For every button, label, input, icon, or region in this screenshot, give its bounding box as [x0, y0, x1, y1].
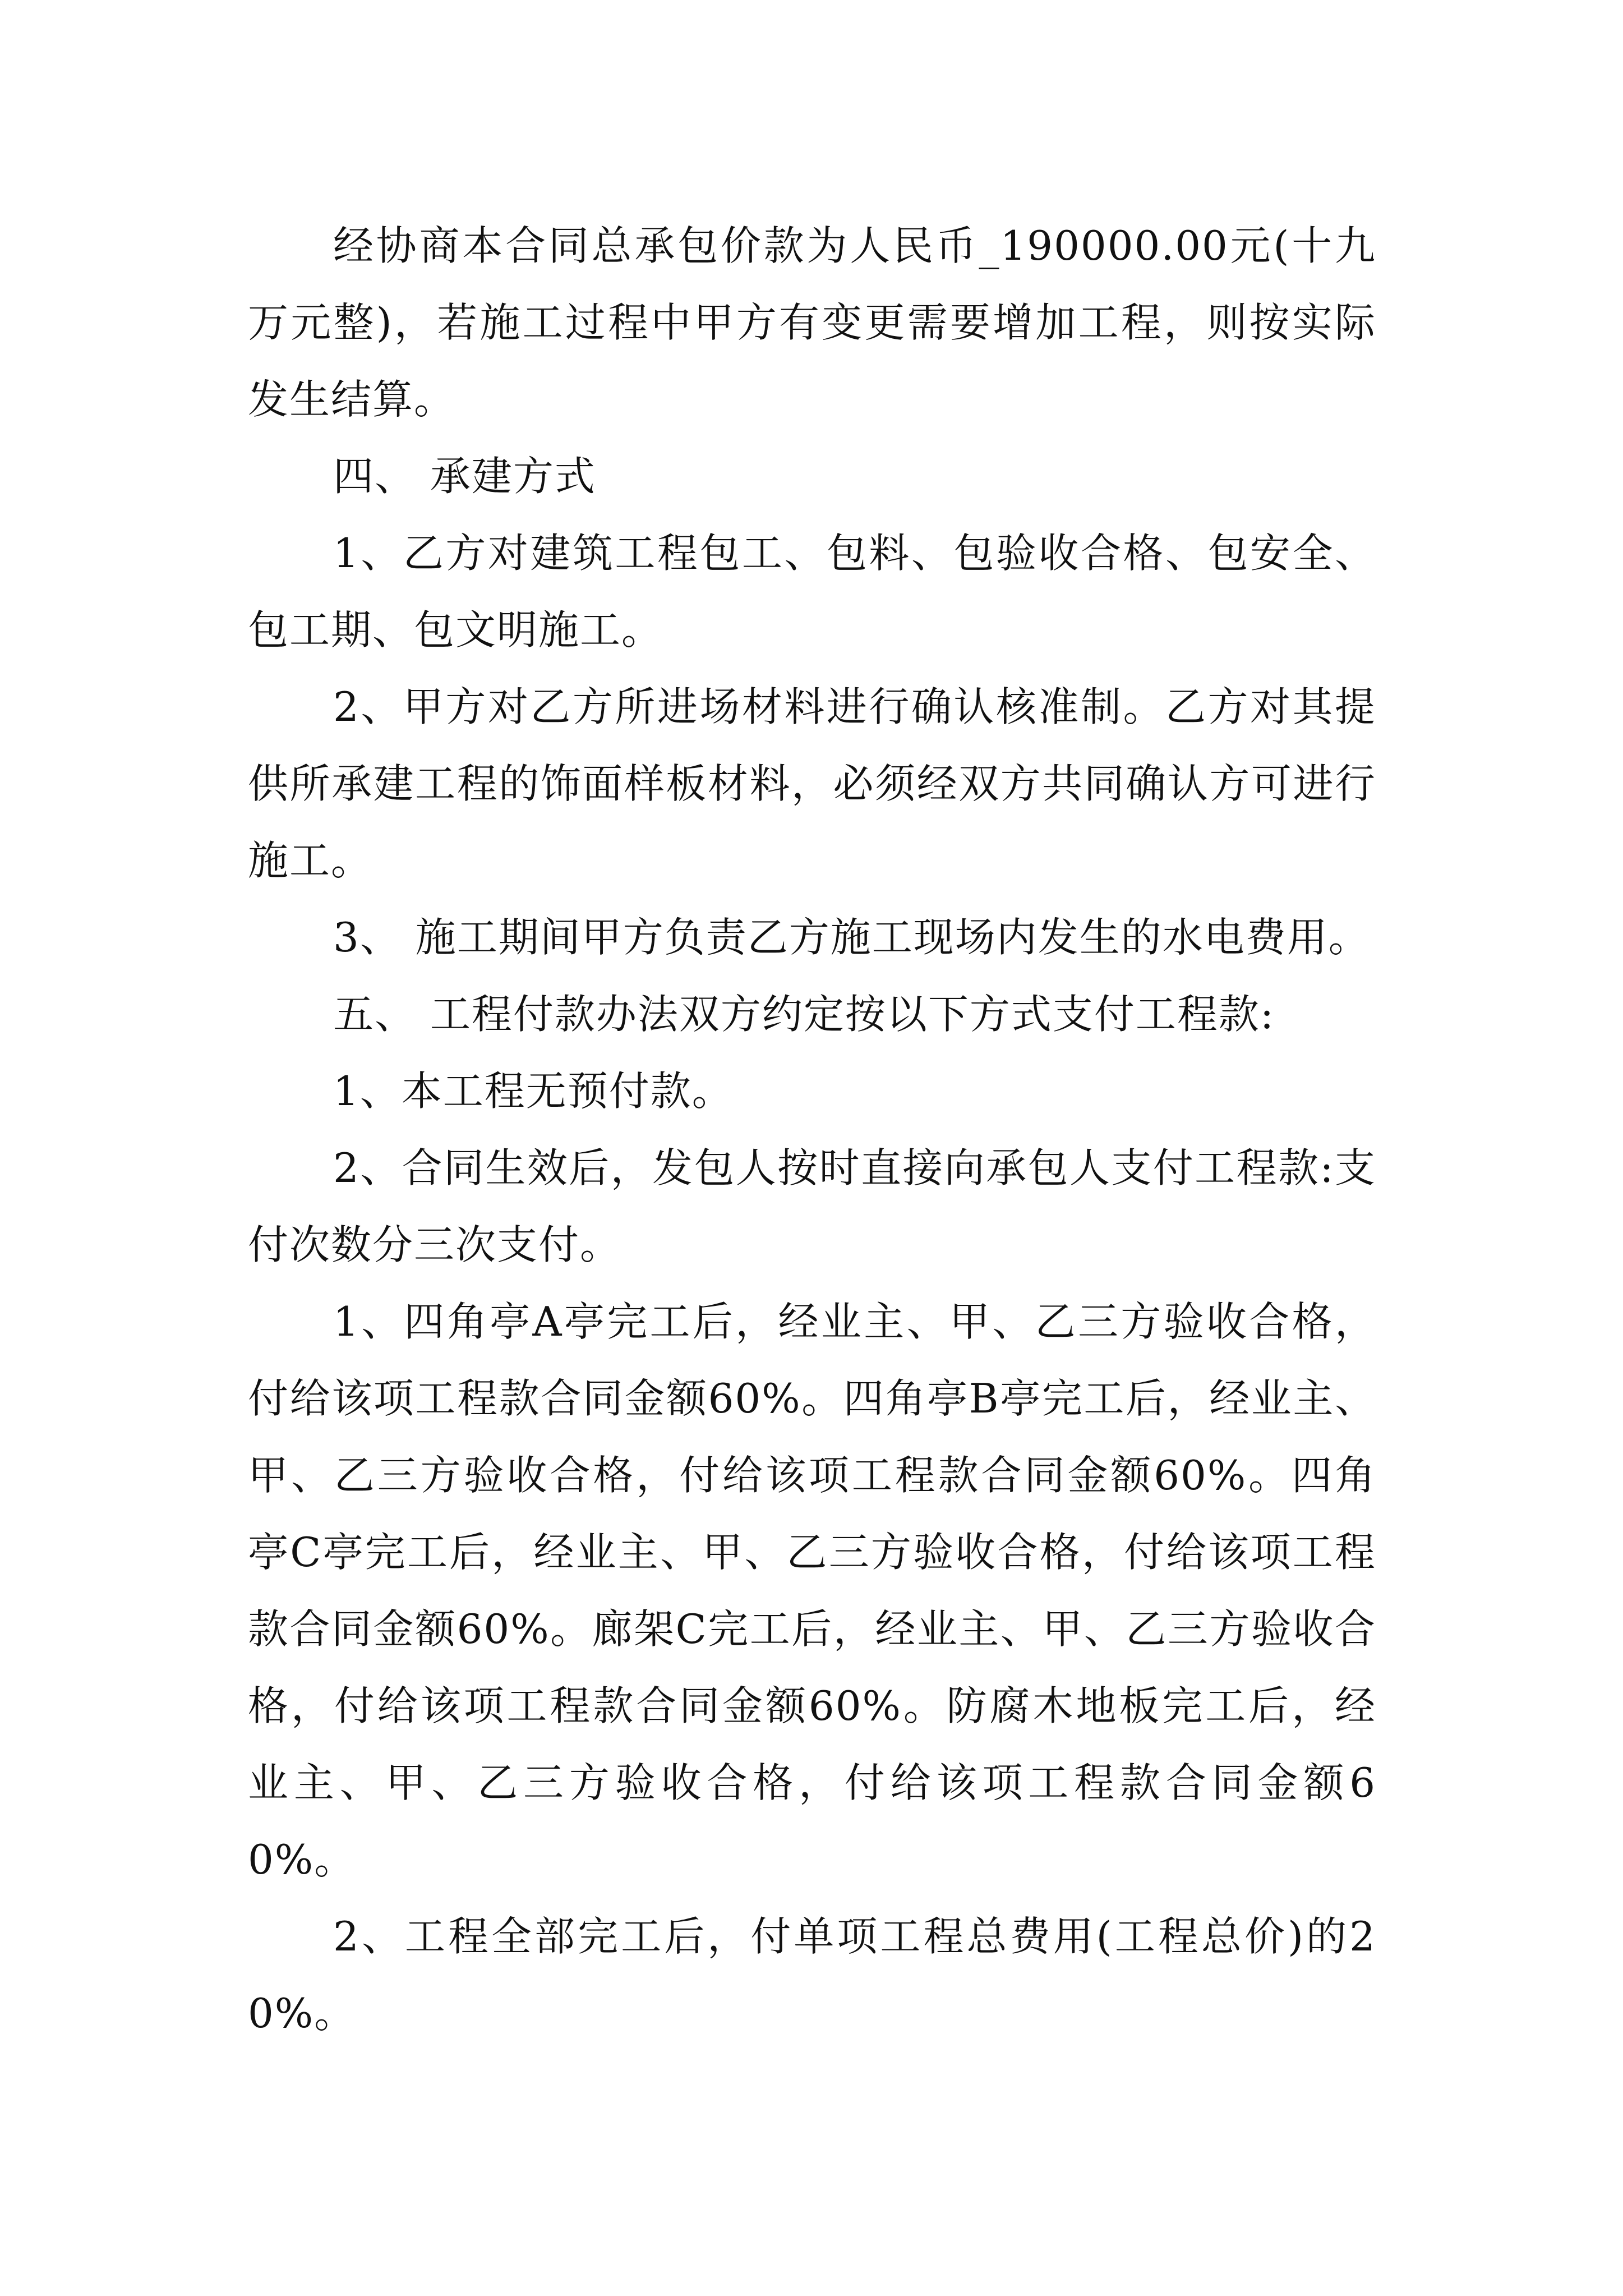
- section-heading-payment: 五、 工程付款办法双方约定按以下方式支付工程款:: [333, 991, 1275, 1038]
- paragraph-material-approval: 2、甲方对乙方所进场材料进行确认核准制。乙方对其提供所承建工程的饰面样板材料，必须经双方共同确认方可进行施工。: [248, 683, 1376, 884]
- paragraph-contract-scope: 1、乙方对建筑工程包工、包料、包验收合格、包安全、包工期、包文明施工。: [248, 530, 1376, 654]
- paragraph-price: 经协商本合同总承包价款为人民币_190000.00元(十九万元整)，若施工过程中甲方有变更需要增加工程，则按实际发生结算。: [248, 222, 1376, 423]
- section-heading-construction-method: 四、 承建方式: [333, 453, 596, 500]
- paragraph-milestone-payments: 1、四角亭A亭完工后，经业主、甲、乙三方验收合格，付给该项工程款合同金额60%。四角亭B亭完工后，经业主、甲、乙三方验收合格，付给该项工程款合同金额60%。四角亭C亭完工后，经业主、甲、乙三方验收合格，付给该项工程款合同金额60%。廊架C完工后，经业主、甲、乙三方验收合格，付给该项工程款合同金额60%。防腐木地板完工后，经业主、甲、乙三方验收合格，付给该项工程款合同金额60%。: [248, 1298, 1376, 1883]
- contract-body: [248, 208, 1376, 2052]
- paragraph-payment-schedule: 2、合同生效后，发包人按时直接向承包人支付工程款:支付次数分三次支付。: [248, 1144, 1376, 1268]
- paragraph-utilities: 3、 施工期间甲方负责乙方施工现场内发生的水电费用。: [333, 914, 1370, 961]
- paragraph-final-payment: 2、工程全部完工后，付单项工程总费用(工程总价)的20%。: [248, 1913, 1376, 2037]
- paragraph-no-advance: 1、本工程无预付款。: [333, 1068, 734, 1115]
